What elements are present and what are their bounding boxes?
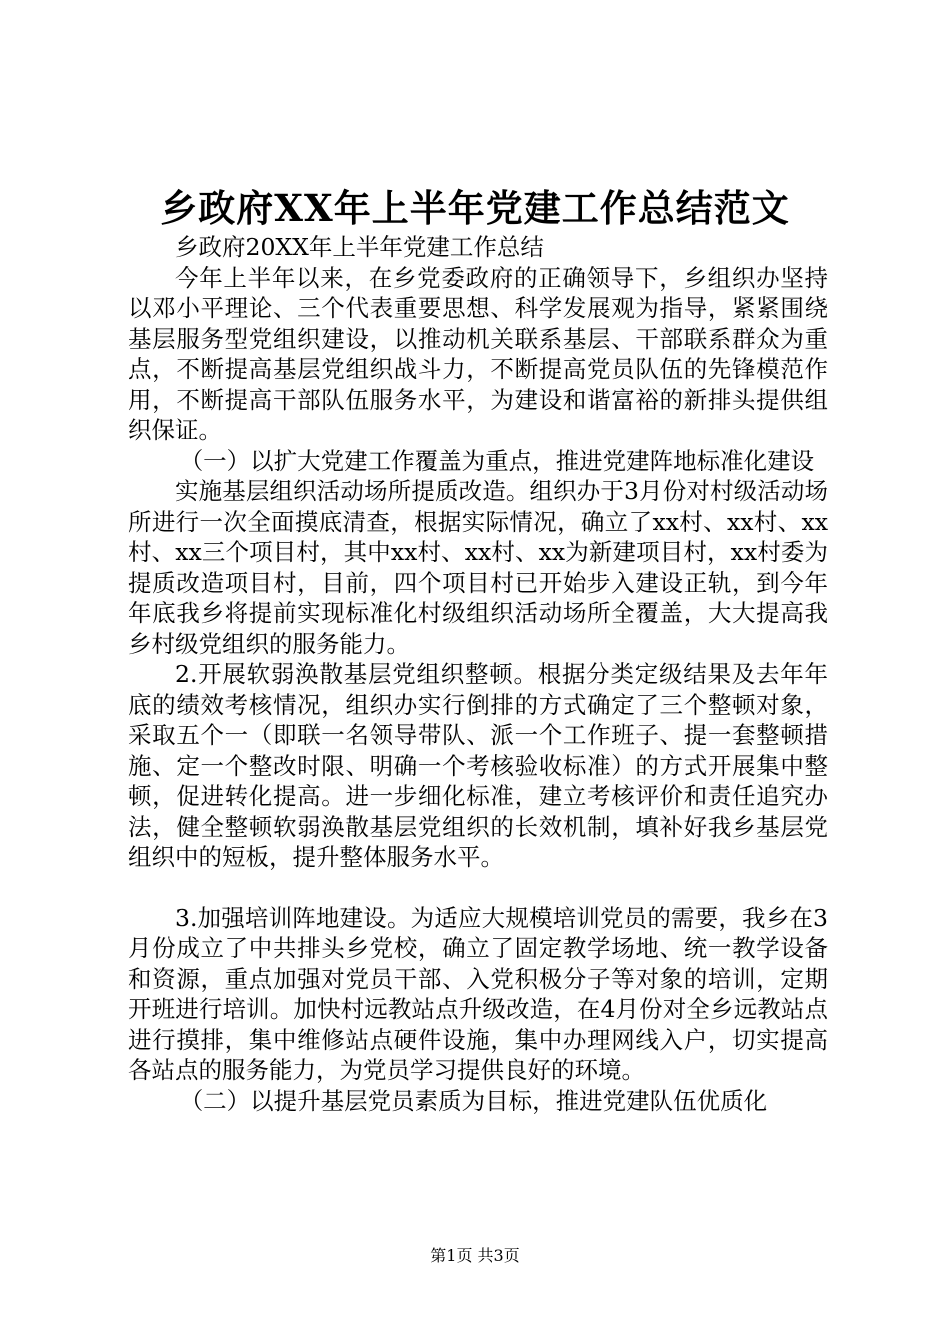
paragraph-2: 2.开展软弱涣散基层党组织整顿。根据分类定级结果及去年年底的绩效考核情况，组织办实行倒排的方式确定了三个整顿对象，采取五个一（即联一名领导带队、派一个工作班子、提一套整顿措施、定一个整改时限、明确一个考核验收标准）的方式开展集中整顿，促进转化提高。进一步细化标准，建立考核评价和责任追究办法，健全整顿软弱涣散基层党组织的长效机制，填补好我乡基层党组织中的短板，提升整体服务水平。 [128, 660, 828, 871]
document-body [128, 232, 828, 1116]
paragraph-1: 实施基层组织活动场所提质改造。组织办于3月份对村级活动场所进行一次全面摸底清查，根据实际情况，确立了xx村、xx村、xx村、xx三个项目村，其中xx村、xx村、xx为新建项目村，xx村委为提质改造项目村，目前，四个项目村已开始步入建设正轨，到今年年底我乡将提前实现标准化村级组织活动场所全覆盖，大大提高我乡村级党组织的服务能力。 [128, 477, 828, 658]
section-heading-2: （二）以提升基层党员素质为目标，推进党建队伍优质化 [179, 1086, 768, 1115]
section-heading-1: （一）以扩大党建工作覆盖为重点，推进党建阵地标准化建设 [179, 446, 815, 475]
document-title: 乡政府XX年上半年党建工作总结范文 [160, 186, 790, 230]
document-subtitle: 乡政府20XX年上半年党建工作总结 [175, 233, 544, 261]
paragraph-intro: 今年上半年以来，在乡党委政府的正确领导下，乡组织办坚持以邓小平理论、三个代表重要思想、科学发展观为指导，紧紧围绕基层服务型党组织建设，以推动机关联系基层、干部联系群众为重点，不断提高基层党组织战斗力，不断提高党员队伍的先锋模范作用，不断提高干部队伍服务水平，为建设和谐富裕的新排头提供组织保证。 [128, 263, 828, 444]
paragraph-3: 3.加强培训阵地建设。为适应大规模培训党员的需要，我乡在3月份成立了中共排头乡党校，确立了固定教学场地、统一教学设备和资源，重点加强对党员干部、入党积极分子等对象的培训，定期开班进行培训。加快村远教站点升级改造，在4月份对全乡远教站点进行摸排，集中维修站点硬件设施，集中办理网线入户，切实提高各站点的服务能力，为党员学习提供良好的环境。 [128, 903, 828, 1084]
page-footer: 第1页 共3页 [430, 1246, 520, 1265]
